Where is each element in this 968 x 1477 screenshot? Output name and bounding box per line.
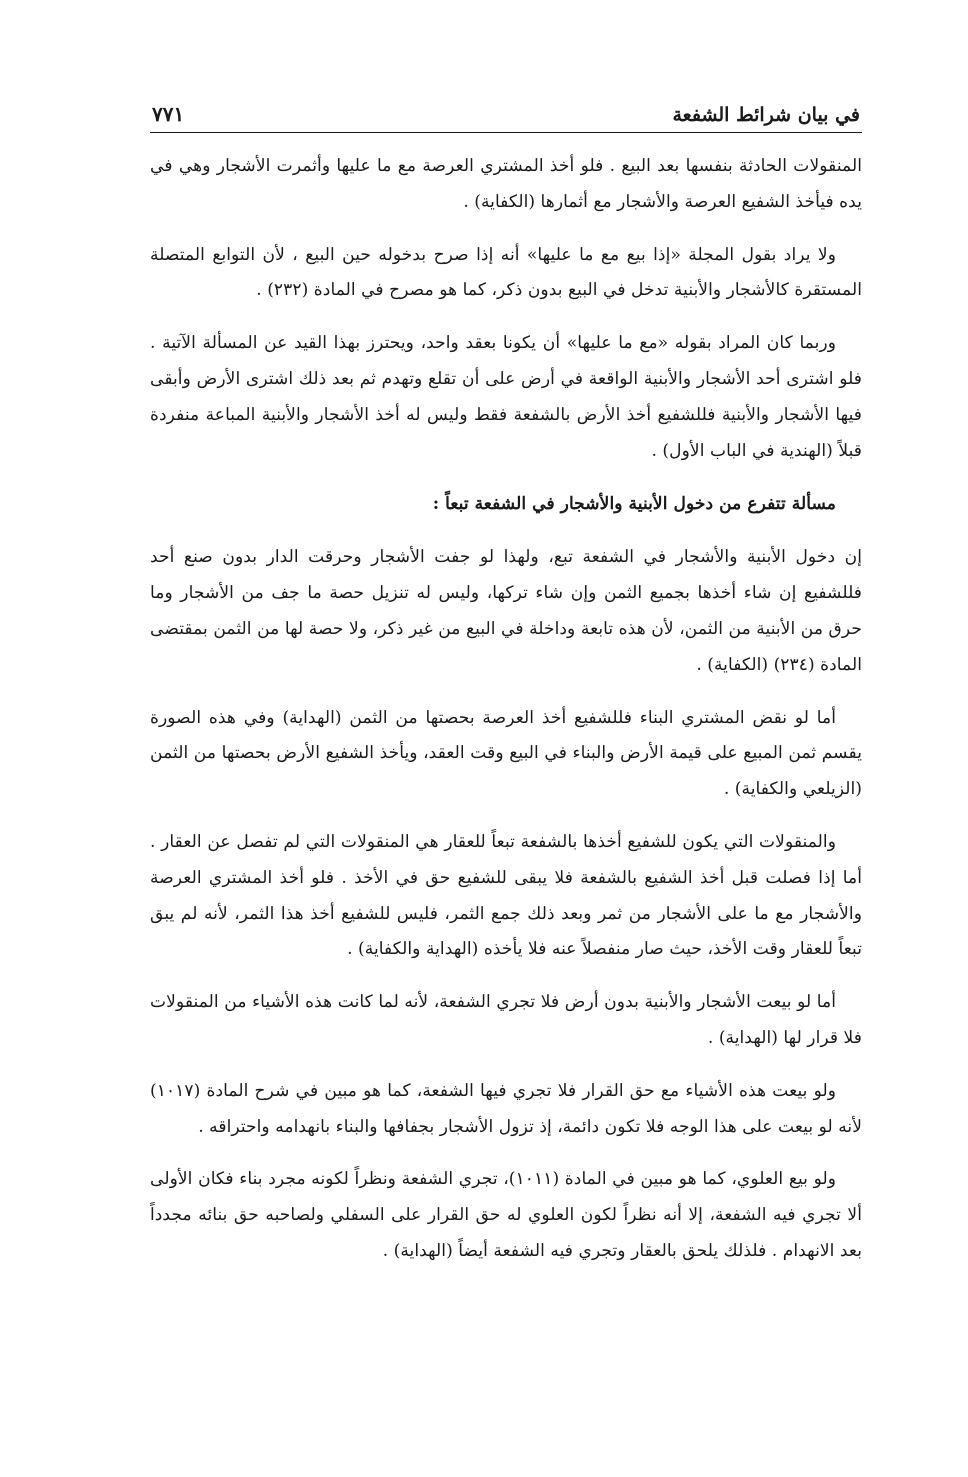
paragraph: ولو بيع العلوي، كما هو مبين في المادة (١٠١١)، تجري الشفعة ونظراً لكونه مجرد بناء فكان الأولى ألا تجري فيه الشفعة، إلا أنه نظراً لكون العلوي له حق القرار على السفلي ولصاحبه حق بنائه مجدداً بعد الانهدام . فلذلك يلحق بالعقار وتجري فيه الشفعة أيضاً (الهداية) . (150, 1169, 862, 1261)
document-page (150, 92, 862, 1287)
paragraph: والمنقولات التي يكون للشفيع أخذها بالشفعة تبعاً للعقار هي المنقولات التي لم تفصل عن العقار . أما إذا فصلت قبل أخذ الشفيع بالشفعة فلا يبقى للشفيع حق في الأخذ . فلو أخذ المشتري العرصة والأشجار مع ما على الأشجار من ثمر وبعد ذلك جمع الثمر، فليس للشفيع أخذ هذا الثمر، لأنه لم يبق تبعاً للعقار وقت الأخذ، حيث صار منفصلاً عنه فلا يأخذه (الهداية والكفاية) . (150, 831, 862, 960)
running-header (150, 92, 862, 133)
paragraph: أما لو بيعت الأشجار والأبنية بدون أرض فلا تجري الشفعة، لأنه لما كانت هذه الأشياء من المنقولات فلا قرار لها (الهداية) . (150, 992, 862, 1048)
page-number: ٧٧١ (152, 102, 185, 126)
paragraph-continued: المنقولات الحادثة بنفسها بعد البيع . فلو أخذ المشتري العرصة مع ما عليها وأثمرت الأشجار وهي في يده فيأخذ الشفيع العرصة والأشجار مع أثمارها (الكفاية) . (150, 156, 862, 212)
paragraph: ولا يراد بقول المجلة «إذا بيع مع ما عليها» أنه إذا صرح بدخوله حين البيع ، لأن التوابع المتصلة المستقرة كالأشجار والأبنية تدخل في البيع بدون ذكر، كما هو مصرح في المادة (٢٣٢) . (150, 244, 862, 301)
paragraph: وربما كان المراد بقوله «مع ما عليها» أن يكونا بعقد واحد، ويحترز بهذا القيد عن المسألة الآتية . فلو اشترى أحد الأشجار والأبنية الواقعة في أرض على أن تقلع وتهدم ثم بعد ذلك اشترى الأرض وأبقى فيها الأشجار والأبنية فللشفيع أخذ الأرض بالشفعة فقط وليس له أخذ الأشجار والأبنية المباعة منفردة قبلاً (الهندية في الباب الأول) . (150, 333, 862, 461)
header-title: في بيان شرائط الشفعة (672, 104, 860, 126)
paragraph: أما لو نقض المشتري البناء فللشفيع أخذ العرصة بحصتها من الثمن (الهداية) وفي هذه الصورة يقسم ثمن المبيع على قيمة الأرض والبناء في البيع وقت العقد، ويأخذ الشفيع الأرض بحصتها من الثمن (الزيلعي والكفاية) . (150, 707, 862, 800)
document-body (150, 133, 862, 1270)
paragraph: إن دخول الأبنية والأشجار في الشفعة تبع، ولهذا لو جفت الأشجار وحرقت الدار بدون صنع أحد فللشفيع إن شاء أخذها بجميع الثمن وإن شاء تركها، وليس له تنزيل حصة ما جف من الأشجار وما حرق من الأبنية من الثمن، لأن هذه تابعة وداخلة في البيع من غير ذكر، ولا حصة لها من الثمن بمقتضى المادة (٢٣٤) (الكفاية) . (150, 547, 862, 675)
paragraph: ولو بيعت هذه الأشياء مع حق القرار فلا تجري فيها الشفعة، كما هو مبين في شرح المادة (١٠١٧) لأنه لو بيعت على هذا الوجه فلا تكون دائمة، إذ تزول الأشجار بجفافها والبناء بانهدامه واحتراقه . (150, 1080, 862, 1137)
section-heading: مسألة تتفرع من دخول الأبنية والأشجار في الشفعة تبعاً : (432, 494, 836, 515)
